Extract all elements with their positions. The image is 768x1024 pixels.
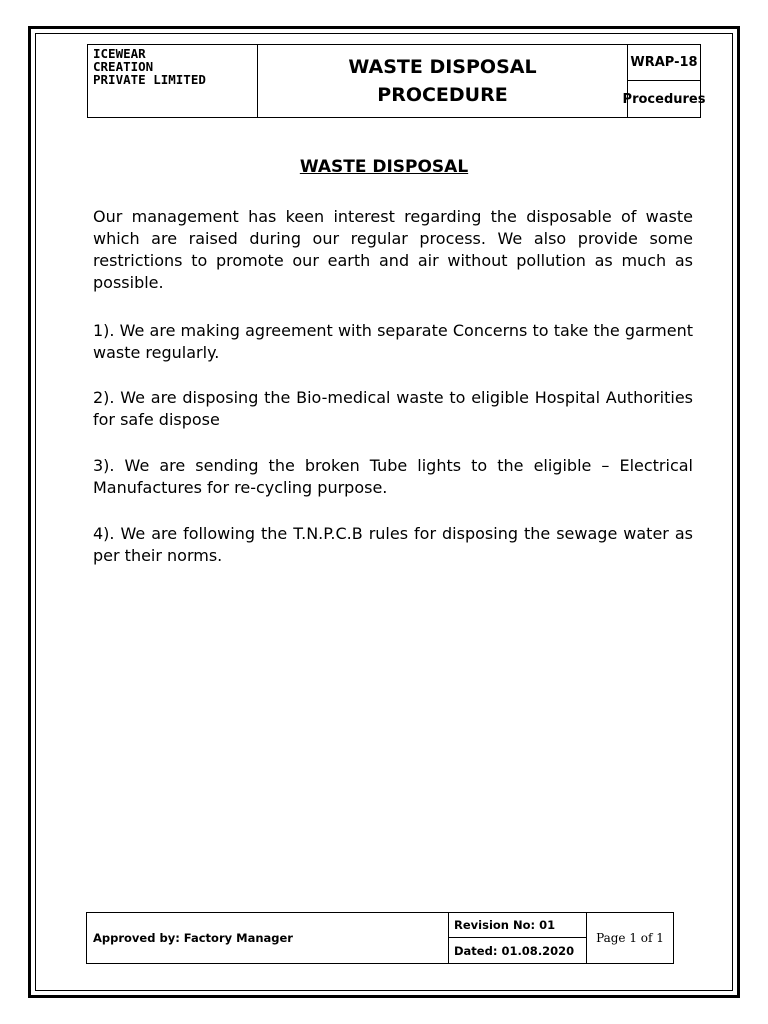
approved-by: Approved by: Factory Manager bbox=[87, 913, 449, 963]
revision-number: Revision No: 01 bbox=[449, 913, 587, 938]
document-type: Procedures bbox=[622, 91, 706, 107]
document-title: WASTE DISPOSAL PROCEDURE bbox=[258, 45, 628, 117]
section-heading: WASTE DISPOSAL bbox=[299, 157, 469, 177]
point-2: 2). We are disposing the Bio-medical waste to eligible Hospital Authorities for safe dispose bbox=[93, 388, 693, 429]
date-field: Dated: 01.08.2020 bbox=[449, 938, 587, 963]
page-number: Page 1 of 1 bbox=[596, 931, 664, 945]
header-table bbox=[87, 44, 706, 118]
point-3: 3). We are sending the broken Tube lights to the eligible – Electrical Manufactures for re-cycling purpose. bbox=[93, 456, 693, 497]
intro-paragraph: Our management has keen interest regarding the disposable of waste which are raised during our regular process. We also provide some restrictions to promote our earth and air without pollution as much as possible. bbox=[93, 207, 693, 292]
document-code: WRAP-18 bbox=[628, 45, 700, 81]
point-4: 4). We are following the T.N.P.C.B rules for disposing the sewage water as per their norms. bbox=[93, 524, 693, 565]
footer-table bbox=[86, 912, 674, 964]
company-name: ICEWEAR CREATION PRIVATE LIMITED bbox=[88, 45, 258, 117]
point-1: 1). We are making agreement with separate Concerns to take the garment waste regularly. bbox=[93, 321, 693, 362]
